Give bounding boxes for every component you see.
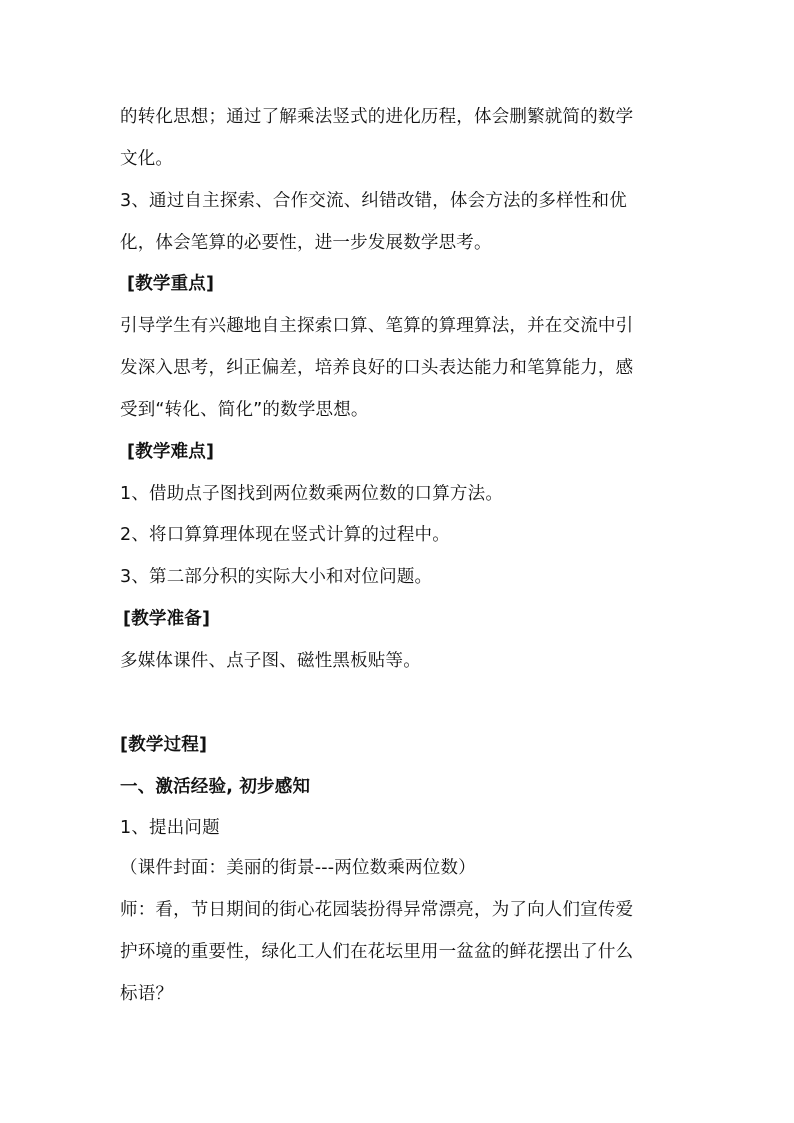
section-heading-process: [教学过程] [120, 735, 208, 755]
paragraph-line: （课件封面：美丽的街景---两位数乘两位数） [120, 858, 476, 878]
paragraph-line: 化，体会笔算的必要性，进一步发展数学思考。 [120, 233, 492, 253]
section-heading-difficulties: [教学难点] [127, 442, 215, 462]
paragraph-line: 护环境的重要性，绿化工人们在花坛里用一盆盆的鲜花摆出了什么 [120, 942, 634, 962]
list-item-3: 3、第二部分积的实际大小和对位问题。 [120, 567, 433, 587]
section-heading-key-points: [教学重点] [127, 274, 215, 294]
paragraph-line: 发深入思考，纠正偏差，培养良好的口头表达能力和笔算能力，感 [120, 358, 634, 378]
list-item-2: 2、将口算算理体现在竖式计算的过程中。 [120, 525, 450, 545]
paragraph-line: 受到“转化、简化”的数学思想。 [120, 400, 369, 420]
paragraph-line: 文化。 [120, 149, 174, 169]
paragraph-line: 多媒体课件、点子图、磁性黑板贴等。 [120, 651, 421, 671]
subsection-heading: 一、激活经验, 初步感知 [120, 777, 311, 797]
paragraph-line: 师：看，节日期间的街心花园装扮得异常漂亮，为了向人们宣传爱 [120, 900, 634, 920]
list-item-1: 1、提出问题 [120, 818, 220, 838]
list-item-3: 3、通过自主探索、合作交流、纠错改错，体会方法的多样性和优 [120, 191, 627, 211]
paragraph-line: 的转化思想；通过了解乘法竖式的进化历程，体会删繁就简的数学 [120, 107, 634, 127]
paragraph-line: 标语？ [120, 984, 174, 1004]
section-heading-preparation: [教学准备] [123, 609, 211, 629]
list-item-1: 1、借助点子图找到两位数乘两位数的口算方法。 [120, 484, 504, 504]
paragraph-line: 引导学生有兴趣地自主探索口算、笔算的算理算法，并在交流中引 [120, 316, 634, 336]
